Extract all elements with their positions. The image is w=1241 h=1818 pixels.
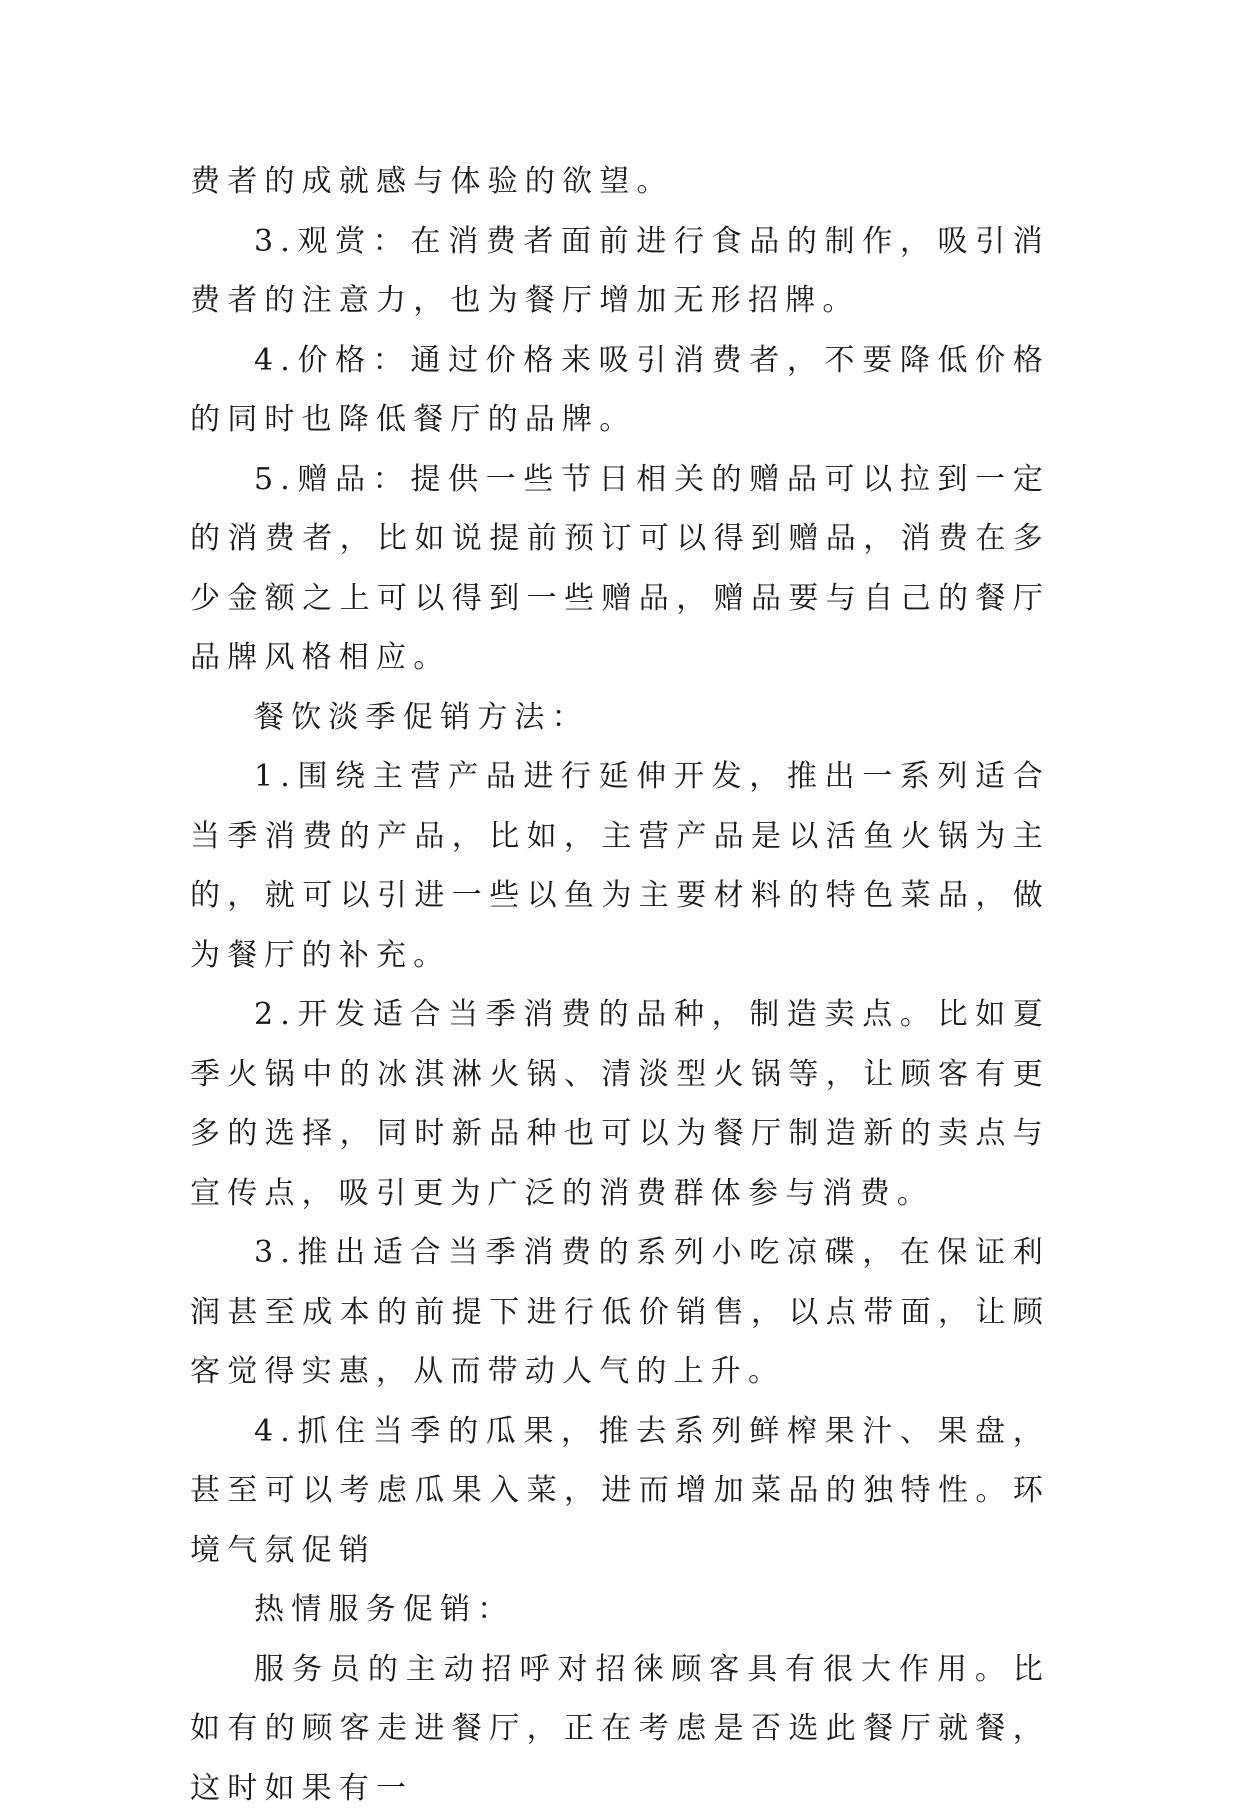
- document-body: [190, 152, 1050, 1818]
- paragraph-3: 4.价格：通过价格来吸引消费者，不要降低价格的同时也降低餐厅的品牌。: [190, 331, 1050, 450]
- section-heading-off-season-promotion: 餐饮淡季促销方法：: [190, 688, 1050, 748]
- paragraph-9: 4.抓住当季的瓜果，推去系列鲜榨果汁、果盘，甚至可以考虑瓜果入菜，进而增加菜品的独特性。环境气氛促销: [190, 1402, 1050, 1581]
- paragraph-4: 5.赠品：提供一些节日相关的赠品可以拉到一定的消费者，比如说提前预订可以得到赠品，消费在多少金额之上可以得到一些赠品，赠品要与自己的餐厅品牌风格相应。: [190, 450, 1050, 688]
- paragraph-11: 服务员的主动招呼对招徕顾客具有很大作用。比如有的顾客走进餐厅，正在考虑是否选此餐厅就餐，这时如果有一: [190, 1640, 1050, 1818]
- section-heading-service-promotion: 热情服务促销：: [190, 1580, 1050, 1640]
- paragraph-7: 2.开发适合当季消费的品种，制造卖点。比如夏季火锅中的冰淇淋火锅、清淡型火锅等，让顾客有更多的选择，同时新品种也可以为餐厅制造新的卖点与宣传点，吸引更为广泛的消费群体参与消费。: [190, 985, 1050, 1223]
- paragraph-2: 3.观赏：在消费者面前进行食品的制作，吸引消费者的注意力，也为餐厅增加无形招牌。: [190, 212, 1050, 331]
- paragraph-8: 3.推出适合当季消费的系列小吃凉碟，在保证利润甚至成本的前提下进行低价销售，以点带面，让顾客觉得实惠，从而带动人气的上升。: [190, 1223, 1050, 1402]
- paragraph-6: 1.围绕主营产品进行延伸开发，推出一系列适合当季消费的产品，比如，主营产品是以活鱼火锅为主的，就可以引进一些以鱼为主要材料的特色菜品，做为餐厅的补充。: [190, 747, 1050, 985]
- paragraph-1: 费者的成就感与体验的欲望。: [190, 152, 1050, 212]
